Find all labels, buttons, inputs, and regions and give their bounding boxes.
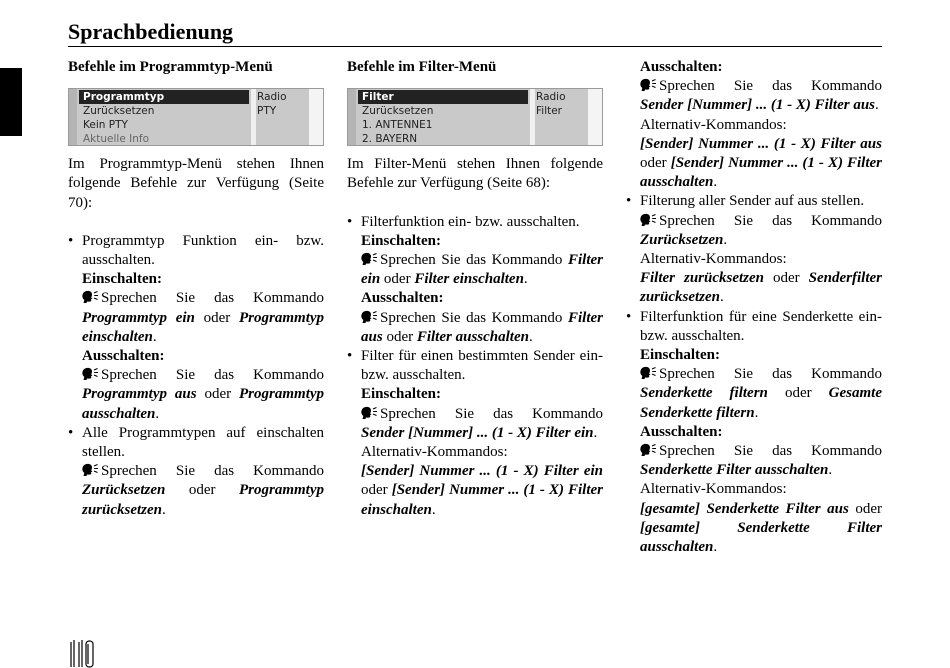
column-filter-continued [626,58,883,557]
voice-command-icon [82,463,98,476]
voice-command-icon [82,367,98,380]
display-row: Kein PTY [83,119,128,132]
display-row: Zurücksetzen [83,105,155,118]
voice-command-icon [361,406,377,419]
voice-command-icon [640,78,656,91]
display-side-label: Radio [536,91,566,104]
intro-text: Im Programmtyp-Menü stehen Ihnen folgende Befehle zur Verfügung (Seite 70): [68,156,324,211]
display-row: 1. ANTENNE1 [362,119,433,132]
list-item-continued: Ausschalten: Sprechen Sie das Kommando Sender [Nummer] ... (1 - X) Filter aus. Alternativ-Kommandos: [Sender] Nummer ... (1 - X) Filter aus oder [Sender] Nummer ... (1 - X) Filter ausschalten. [640,59,883,191]
list-item: • Filter für einen bestimmten Sender ein- bzw. ausschalten. Einschalten: Sprechen Sie das Kommando Sender [Nummer] ... (1 - X) Filter ein. Alternativ-Kommandos: [Sender] Nummer ... (1 - X) Filter ein oder [Sender] Nummer ... (1 - X) Filter einschalten. [347,348,604,518]
display-row: Filter [358,90,528,104]
voice-command-icon [361,252,377,265]
list-item: • Alle Programmtypen auf einschalten stellen. Sprechen Sie das Kommando Zurücksetzen oder Programmtyp zurücksetzen. [68,424,324,518]
display-row: 2. BAYERN [362,133,418,146]
display-row: Aktuelle Info [83,133,149,146]
list-item: • Filterfunktion für eine Senderkette ein- bzw. ausschalten. Einschalten: Sprechen Sie das Kommando Senderkette filtern oder Gesamte Senderkette filtern. Ausschalten: Sprechen Sie das Kommando Senderkette Filter ausschalten. Alternativ-Kommandos: [gesamte] Senderkette Filter aus oder [gesamte] Senderkette Filter ausschalten. [626,308,882,556]
column-filter [347,58,603,520]
page-number-110-icon [68,638,96,668]
display-row: Programmtyp [79,90,249,104]
display-screenshot-filter [347,88,603,146]
display-row: Zurücksetzen [362,105,434,118]
voice-command-icon [640,443,656,456]
display-screenshot-programmtyp [68,88,324,146]
chapter-tab-marker [0,68,22,136]
voice-command-icon [82,290,98,303]
list-item: • Filterung aller Sender auf aus stellen. Sprechen Sie das Kommando Zurücksetzen. Alternativ-Kommandos: Filter zurücksetzen oder Senderfilter zurücksetzen. [626,193,883,306]
display-side-label: PTY [257,105,277,118]
display-side-label: Radio [257,91,287,104]
list-item: • Programmtyp Funktion ein- bzw. ausschalten. Einschalten: Sprechen Sie das Kommando Programmtyp ein oder Programmtyp einschalten. Ausschalten: Sprechen Sie das Kommando Programmtyp aus oder Programmtyp ausschalten. [68,232,325,422]
voice-command-icon [640,366,656,379]
section-heading: Befehle im Filter-Menü [347,59,497,75]
display-side-label: Filter [536,105,563,118]
list-item: • Filterfunktion ein- bzw. ausschalten. Einschalten: Sprechen Sie das Kommando Filter ein oder Filter einschalten. Ausschalten: Sprechen Sie das Kommando Filter aus oder Filter ausschalten. [347,213,603,345]
intro-text: Im Filter-Menü stehen Ihnen folgende Befehle zur Verfügung (Seite 68): [347,156,603,192]
column-programmtyp [68,58,324,520]
page-title: Sprachbedienung [68,18,882,47]
voice-command-icon [361,310,377,323]
voice-command-icon [640,213,656,226]
section-heading: Befehle im Programmtyp-Menü [68,59,273,75]
